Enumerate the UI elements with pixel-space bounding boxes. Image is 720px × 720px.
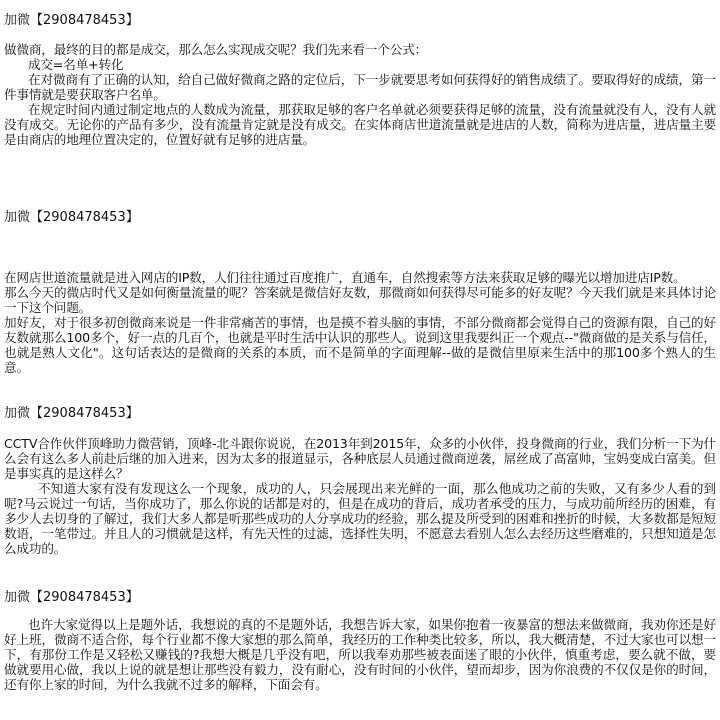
section-1	[4, 42, 716, 147]
section-3	[4, 436, 716, 556]
section-2	[4, 270, 716, 375]
section-4	[4, 617, 716, 692]
paragraph: 那么今天的微店时代又是如何衡量流量的呢？答案就是微信好友数，那微商如何获得尽可能多的好友呢？今天我们就是来具体讨论一下这个问题。	[4, 285, 716, 315]
contact-line: 加微【2908478453】	[4, 590, 139, 605]
paragraph: 在规定时间内通过制定地点的人数成为流量，那获取足够的客户名单就必须要获得足够的流量，没有流量就没有人，没有人就没有成交。无论你的产品有多少，没有流量肯定就是没有成交。在实体商店世道流量就是进店的人数，简称为进店量，进店量主要是由商店的地理位置决定的，位置好就有足够的进店量。	[4, 102, 716, 147]
paragraph: 加好友，对于很多初创微商来说是一件非常痛苦的事情，也是摸不着头脑的事情，不部分微商都会觉得自己的资源有限，自己的好友数就那么100多个，好一点的几百个，也就是平时生活中认识的那些人。说到这里我要纠正一个观点--"微商做的是关系与信任，也就是熟人文化"。这句话表达的是微商的关系的本质，而不是简单的字面理解--做的是微信里原来生活中的那100多个熟人的生意。	[4, 315, 716, 375]
formula: 成交=名单+转化	[28, 57, 124, 72]
contact-line: 加微【2908478453】	[4, 13, 139, 28]
paragraph: 也许大家觉得以上是题外话，我想说的真的不是题外话，我想告诉大家，如果你抱着一夜暴富的想法来做微商，我劝你还是好好上班，微商不适合你，每个行业都不像大家想的那么简单，我经历的工作种类比较多，所以，我大概清楚，不过大家也可以想一下，有那份工作是又轻松又赚钱的?我想大概是几乎没有吧，所以我奉劝那些被表面迷了眼的小伙伴，慎重考虑，要么就不做，要做就要用心做，我以上说的就是想让那些没有毅力，没有耐心，没有时间的小伙伴，望而却步，因为你浪费的不仅仅是你的时间，还有你上家的时间，为什么我就不过多的解释，下面会有。	[4, 617, 716, 692]
paragraph: CCTV合作伙伴顶峰助力微营销，顶峰-北斗跟你说说，在2013年到2015年，众多的小伙伴，投身微商的行业，我们分析一下为什么会有这么多人前赴后继的加入进来，因为太多的报道显示，各种底层人员通过微商逆袭，屌丝成了高富帅，宝妈变成白富美。但是事实真的是这样么？	[4, 436, 716, 481]
contact-line: 加微【2908478453】	[4, 406, 139, 421]
contact-line: 加微【2908478453】	[4, 210, 139, 225]
paragraph: 在对微商有了正确的认知，给自己做好微商之路的定位后，下一步就要思考如何获得好的销售成绩了。要取得好的成绩，第一件事情就是要获取客户名单。	[4, 72, 716, 102]
paragraph: 在网店世道流量就是进入网店的IP数，人们往往通过百度推广，直通车，自然搜索等方法来获取足够的曝光以增加进店IP数。	[4, 270, 686, 285]
paragraph: 做微商，最终的目的都是成交，那么怎么实现成交呢？我们先来看一个公式：	[4, 42, 428, 57]
paragraph: 不知道大家有没有发现这么一个现象，成功的人，只会展现出来光鲜的一面，那么他成功之前的失败，又有多少人看的到呢?马云说过一句话，当你成功了，那么你说的话都是对的，但是在成功的背后，成功者承受的压力，与成功前所经历的困难，有多少人去切身的了解过，我们大多人都是听那些成功的人分享成功的经验，那么提及所受到的困难和挫折的时候，大多数都是短短数语，一笔带过。并且人的习惯就是这样，有先天性的过滤，选择性失明，不愿意去看别人怎么去经历这些磨难的，只想知道是怎么成功的。	[4, 481, 716, 556]
